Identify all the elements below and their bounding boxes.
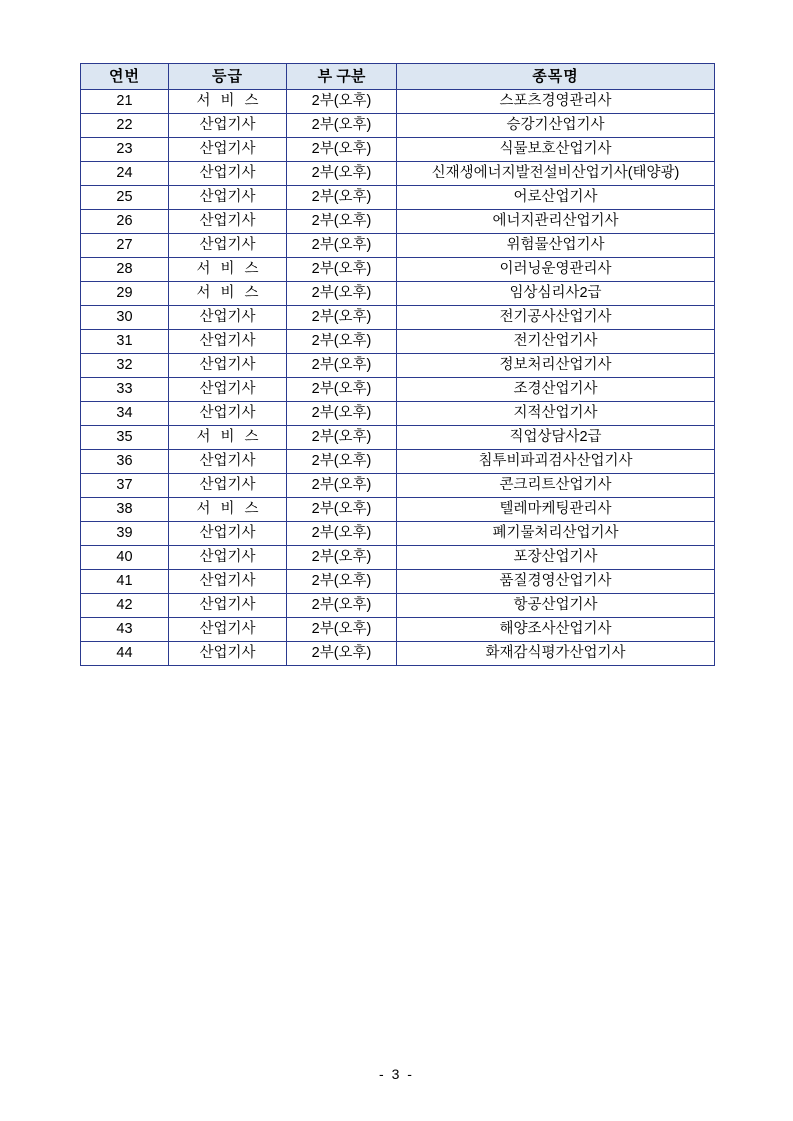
cell-name: 신재생에너지발전설비산업기사(태양광) [397, 162, 715, 186]
table-row [81, 138, 715, 162]
cell-part: 2부(오후) [287, 426, 397, 450]
table-row [81, 306, 715, 330]
cell-grade: 산업기사 [169, 522, 287, 546]
cell-no: 33 [81, 378, 169, 402]
table-row [81, 114, 715, 138]
table-row [81, 162, 715, 186]
cell-no: 26 [81, 210, 169, 234]
cell-grade: 서 비 스 [169, 282, 287, 306]
cell-no: 22 [81, 114, 169, 138]
cell-grade: 산업기사 [169, 210, 287, 234]
certification-table [80, 63, 715, 666]
cell-no: 31 [81, 330, 169, 354]
cell-grade: 산업기사 [169, 378, 287, 402]
cell-name: 항공산업기사 [397, 594, 715, 618]
cell-name: 포장산업기사 [397, 546, 715, 570]
cell-no: 25 [81, 186, 169, 210]
cell-grade: 산업기사 [169, 618, 287, 642]
cell-name: 에너지관리산업기사 [397, 210, 715, 234]
table-row [81, 258, 715, 282]
table-row [81, 594, 715, 618]
cell-part: 2부(오후) [287, 354, 397, 378]
table-row [81, 210, 715, 234]
cell-part: 2부(오후) [287, 162, 397, 186]
cell-name: 전기산업기사 [397, 330, 715, 354]
cell-part: 2부(오후) [287, 306, 397, 330]
table-row [81, 450, 715, 474]
cell-name: 이러닝운영관리사 [397, 258, 715, 282]
table-body [81, 90, 715, 666]
table-header [81, 64, 715, 90]
cell-name: 해양조사산업기사 [397, 618, 715, 642]
cell-part: 2부(오후) [287, 522, 397, 546]
cell-no: 29 [81, 282, 169, 306]
cell-no: 23 [81, 138, 169, 162]
cell-part: 2부(오후) [287, 474, 397, 498]
table-row [81, 642, 715, 666]
cell-name: 조경산업기사 [397, 378, 715, 402]
cell-name: 폐기물처리산업기사 [397, 522, 715, 546]
table-row [81, 426, 715, 450]
cell-part: 2부(오후) [287, 546, 397, 570]
cell-part: 2부(오후) [287, 618, 397, 642]
cell-grade: 서 비 스 [169, 90, 287, 114]
cell-part: 2부(오후) [287, 90, 397, 114]
cell-no: 44 [81, 642, 169, 666]
cell-grade: 산업기사 [169, 234, 287, 258]
cell-part: 2부(오후) [287, 234, 397, 258]
cell-part: 2부(오후) [287, 594, 397, 618]
cell-part: 2부(오후) [287, 378, 397, 402]
cell-part: 2부(오후) [287, 138, 397, 162]
column-header-part: 부 구분 [287, 64, 397, 90]
cell-no: 35 [81, 426, 169, 450]
table-row [81, 354, 715, 378]
cell-part: 2부(오후) [287, 186, 397, 210]
cell-name: 전기공사산업기사 [397, 306, 715, 330]
table-row [81, 186, 715, 210]
cell-name: 지적산업기사 [397, 402, 715, 426]
cell-part: 2부(오후) [287, 498, 397, 522]
cell-grade: 산업기사 [169, 330, 287, 354]
cell-grade: 산업기사 [169, 546, 287, 570]
cell-no: 43 [81, 618, 169, 642]
cell-grade: 서 비 스 [169, 498, 287, 522]
cell-part: 2부(오후) [287, 570, 397, 594]
table-row [81, 402, 715, 426]
cell-grade: 산업기사 [169, 642, 287, 666]
table-row [81, 618, 715, 642]
cell-grade: 산업기사 [169, 402, 287, 426]
cell-part: 2부(오후) [287, 210, 397, 234]
cell-no: 28 [81, 258, 169, 282]
cell-no: 40 [81, 546, 169, 570]
cell-name: 품질경영산업기사 [397, 570, 715, 594]
cell-no: 32 [81, 354, 169, 378]
table-row [81, 330, 715, 354]
table-row [81, 282, 715, 306]
cell-grade: 서 비 스 [169, 426, 287, 450]
cell-grade: 산업기사 [169, 306, 287, 330]
cell-no: 38 [81, 498, 169, 522]
cell-grade: 산업기사 [169, 138, 287, 162]
cell-part: 2부(오후) [287, 330, 397, 354]
page-number: - 3 - [379, 1066, 414, 1082]
table-row [81, 90, 715, 114]
cell-grade: 산업기사 [169, 594, 287, 618]
cell-name: 어로산업기사 [397, 186, 715, 210]
cell-grade: 산업기사 [169, 450, 287, 474]
cell-name: 정보처리산업기사 [397, 354, 715, 378]
cell-name: 스포츠경영관리사 [397, 90, 715, 114]
cell-no: 39 [81, 522, 169, 546]
cell-name: 임상심리사2급 [397, 282, 715, 306]
cell-name: 화재감식평가산업기사 [397, 642, 715, 666]
table-row [81, 378, 715, 402]
cell-name: 침투비파괴검사산업기사 [397, 450, 715, 474]
cell-no: 27 [81, 234, 169, 258]
cell-name: 콘크리트산업기사 [397, 474, 715, 498]
cell-grade: 산업기사 [169, 114, 287, 138]
cell-grade: 산업기사 [169, 474, 287, 498]
cell-no: 30 [81, 306, 169, 330]
table-row [81, 570, 715, 594]
table-row [81, 234, 715, 258]
certification-table-container [80, 63, 714, 666]
cell-no: 42 [81, 594, 169, 618]
cell-part: 2부(오후) [287, 402, 397, 426]
column-header-grade: 등급 [169, 64, 287, 90]
table-row [81, 474, 715, 498]
cell-name: 텔레마케팅관리사 [397, 498, 715, 522]
cell-name: 식물보호산업기사 [397, 138, 715, 162]
table-row [81, 498, 715, 522]
cell-grade: 서 비 스 [169, 258, 287, 282]
cell-grade: 산업기사 [169, 162, 287, 186]
cell-part: 2부(오후) [287, 282, 397, 306]
cell-no: 37 [81, 474, 169, 498]
cell-part: 2부(오후) [287, 450, 397, 474]
cell-no: 36 [81, 450, 169, 474]
table-header-row [81, 64, 715, 90]
cell-grade: 산업기사 [169, 354, 287, 378]
cell-part: 2부(오후) [287, 642, 397, 666]
cell-name: 직업상담사2급 [397, 426, 715, 450]
table-row [81, 546, 715, 570]
cell-name: 승강기산업기사 [397, 114, 715, 138]
cell-no: 41 [81, 570, 169, 594]
cell-grade: 산업기사 [169, 186, 287, 210]
cell-name: 위험물산업기사 [397, 234, 715, 258]
cell-grade: 산업기사 [169, 570, 287, 594]
table-row [81, 522, 715, 546]
cell-no: 24 [81, 162, 169, 186]
column-header-name: 종목명 [397, 64, 715, 90]
column-header-no: 연번 [81, 64, 169, 90]
cell-no: 34 [81, 402, 169, 426]
cell-part: 2부(오후) [287, 258, 397, 282]
cell-no: 21 [81, 90, 169, 114]
cell-part: 2부(오후) [287, 114, 397, 138]
